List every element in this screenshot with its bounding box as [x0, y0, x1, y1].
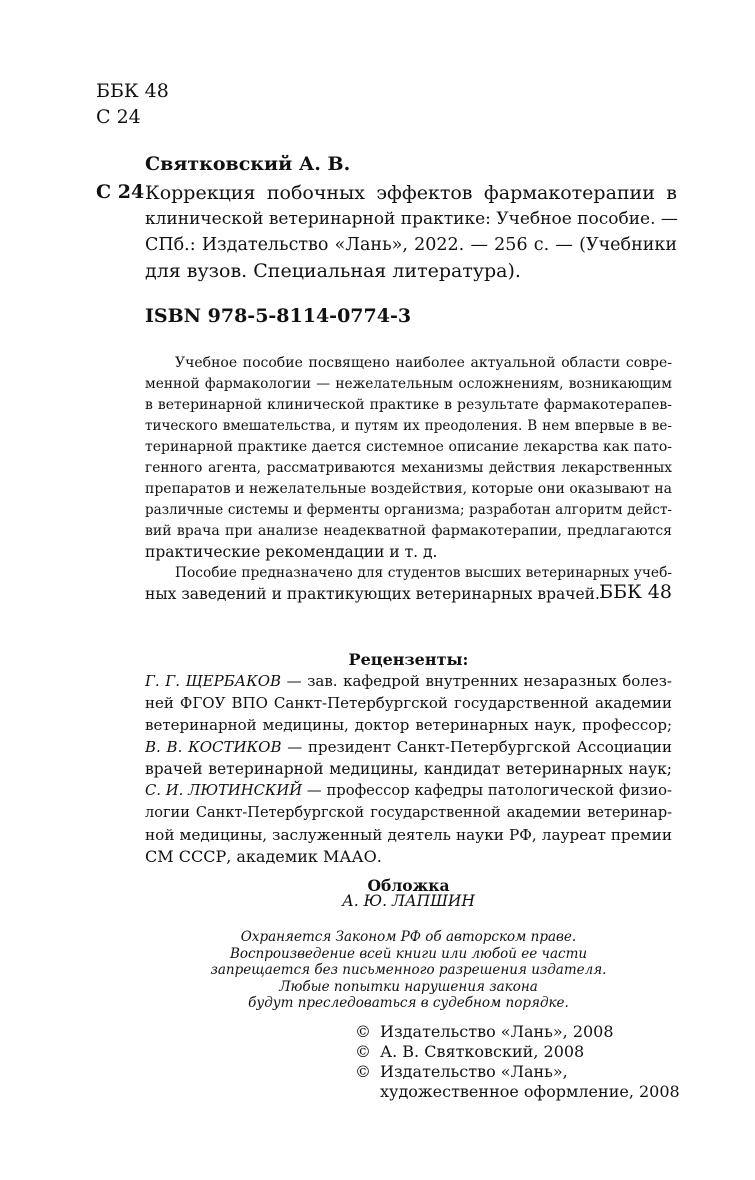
bbk-code: ББК 48 — [96, 80, 169, 102]
notice-line: запрещается без письменного разрешения издателя. — [210, 962, 607, 978]
isbn: ISBN 978-5-8114-0774-3 — [145, 305, 412, 327]
annotation-line: различные системы и ферменты организма; разработан алгоритм дейст- — [145, 502, 672, 518]
reviewer-line: В. В. КОСТИКОВ — президент Санкт-Петербургской Ассоциации — [145, 738, 672, 756]
reviewer-name: Г. Г. ЩЕРБАКОВ — [145, 672, 282, 690]
annotation-line: генного агента, рассматриваются механизмы действия лекарственных — [145, 460, 672, 476]
title-line: клинической ветеринарной практике: Учебное пособие. — — [145, 209, 678, 229]
copyright-icon: © — [355, 1062, 371, 1081]
copyright-block — [355, 1022, 680, 1102]
notice-line: Любые попытки нарушения закона — [279, 978, 538, 995]
annotation-line: ных заведений и практикующих ветеринарных врачей. — [145, 585, 600, 603]
annotation-line: препаратов и нежелательные воздействия, которые они оказывают на — [145, 481, 672, 497]
annotation-line: вий врача при анализе неадекватной фармакотерапии, предлагаются — [145, 523, 672, 539]
annotation-line: Пособие предназначено для студентов высших ветеринарных учеб- — [175, 565, 672, 581]
annotation-line: тического вмешательства, и путям их преодоления. В нем впервые в ве- — [145, 418, 672, 434]
notice-line: будут преследоваться в судебном порядке. — [248, 995, 569, 1011]
bbk-classification: ББК 48 — [599, 581, 672, 603]
bibliographic-description — [145, 180, 677, 284]
reviewers-list — [145, 670, 672, 868]
reviewer-line: врачей ветеринарной медицины, кандидат ветеринарных наук; — [145, 760, 672, 778]
annotation-line: практические рекомендации и т. д. — [145, 543, 438, 561]
title-line: СПб.: Издательство «Лань», 2022. — 256 с. — (Учебники — [145, 235, 677, 255]
copyright-icon: © — [355, 1022, 371, 1041]
reviewers-heading: Рецензенты: — [348, 650, 469, 669]
copyright-notice — [145, 929, 672, 1012]
reviewer-name: С. И. ЛЮТИНСКИЙ — [145, 782, 303, 799]
annotation-line: теринарной практике дается системное описание лекарства как пато- — [145, 439, 672, 455]
reviewer-line: ной медицины, заслуженный деятель науки РФ, лауреат премии — [145, 826, 672, 844]
annotation-line: в ветеринарной клинической практике в результате фармакотерапев- — [145, 397, 672, 413]
reviewer-line: СМ СССР, академик МААО. — [145, 847, 382, 866]
annotation — [145, 353, 672, 605]
title-line: для вузов. Специальная литература). — [145, 260, 521, 282]
copyright-line: © Издательство «Лань», 2008 — [355, 1022, 614, 1041]
reviewer-line: Г. Г. ЩЕРБАКОВ — зав. кафедрой внутренних незаразных болез- — [145, 672, 672, 690]
copyright-line: художественное оформление, 2008 — [380, 1082, 680, 1101]
reviewer-line: С. И. ЛЮТИНСКИЙ — профессор кафедры патологической физио- — [145, 782, 672, 799]
copyright-line: © Издательство «Лань», — [355, 1062, 568, 1081]
bbk-index — [96, 78, 169, 130]
copyright-line: © А. В. Святковский, 2008 — [355, 1042, 585, 1061]
annotation-line: менной фармакологии — нежелательным осложнениям, возникающим — [145, 376, 672, 392]
author-mark: С 24 — [96, 106, 141, 128]
reviewer-line: ветеринарной медицины, доктор ветеринарных наук, профессор; — [145, 716, 672, 734]
title-line: Коррекция побочных эффектов фармакотерапии в — [145, 182, 677, 204]
author-name: Святковский А. В. — [145, 153, 351, 175]
copyright-icon: © — [355, 1042, 371, 1061]
cover-artist: А. Ю. ЛАПШИН — [342, 892, 475, 910]
cover-heading: Обложка — [367, 876, 450, 895]
annotation-line: Учебное пособие посвящено наиболее актуальной области совре- — [175, 355, 672, 371]
notice-line: Охраняется Законом РФ об авторском праве. — [240, 929, 577, 945]
reviewer-line: логии Санкт-Петербургской государственной академии ветеринар- — [145, 805, 672, 821]
reviewer-line: ней ФГОУ ВПО Санкт-Петербургской государственной академии — [145, 694, 672, 712]
notice-line: Воспроизведение всей книги или любой ее части — [229, 945, 588, 962]
reviewer-name: В. В. КОСТИКОВ — [145, 738, 282, 756]
author-sign-code: С 24 — [96, 181, 145, 203]
